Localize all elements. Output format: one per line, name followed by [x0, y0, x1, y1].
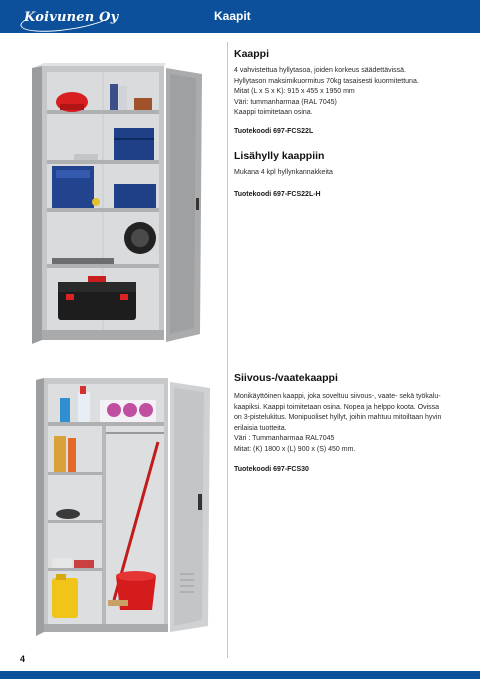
description-line: Väri : Tummanharmaa RAL7045: [234, 435, 335, 442]
description-line: Mitat: (K) 1800 x (L) 900 x (S) 450 mm.: [234, 445, 356, 453]
logo-text: Koivunen Oy: [24, 9, 119, 25]
company-logo: [24, 6, 118, 28]
description-line: Hyllytason maksimikuormitus 70kg tasaisesti kuormitettuna.: [234, 77, 419, 85]
description-line: 4 vahvistettua hyllytasoa, joiden korkeus säädettävissä.: [234, 67, 406, 74]
description-line: kaapiksi. Kaappi toimitetaan osina. Nopea ja helppo koota. Ovissa: [234, 403, 440, 411]
page-header: [0, 0, 480, 33]
section-siivouskaappi: [234, 372, 470, 473]
description-line: Mitat (L x S x K): 915 x 455 x 1950 mm: [234, 88, 355, 95]
description-line: Mukana 4 kpl hyllynkannakkeita: [234, 169, 333, 176]
page-number: 4: [20, 654, 26, 664]
footer-bar: [0, 671, 480, 679]
description-line: Väri: tummanharmaa (RAL 7045): [234, 98, 337, 106]
cleaning-cabinet-photo: [34, 374, 216, 645]
column-divider: [227, 42, 228, 658]
description-line: Monikäyttöinen kaappi, joka soveltuu siivous-, vaate- sekä työkalu-: [234, 393, 441, 400]
section-kaappi: [234, 48, 470, 135]
section-title: Lisähylly kaappiin: [234, 150, 325, 162]
page-title: Kaapit: [214, 9, 251, 23]
description-line: erilaisia tuotteita.: [234, 424, 287, 432]
product-code: Tuotekoodi 697-FCS30: [234, 466, 309, 473]
product-code: Tuotekoodi 697-FCS22L-H: [234, 190, 321, 198]
cabinet-photo: [30, 62, 210, 352]
section-lisahylly: [234, 150, 470, 198]
section-title: Siivous-/vaatekaappi: [234, 372, 338, 384]
product-code: Tuotekoodi 697-FCS22L: [234, 127, 314, 135]
description-line: Kaappi toimitetaan osina.: [234, 109, 313, 116]
logo-swoosh: [19, 2, 115, 37]
section-title: Kaappi: [234, 48, 270, 60]
description-line: on 3-pistelukitus. Monipuoliset hyllyt, joihin mahtuu mitoiltaan hyvin: [234, 414, 442, 421]
